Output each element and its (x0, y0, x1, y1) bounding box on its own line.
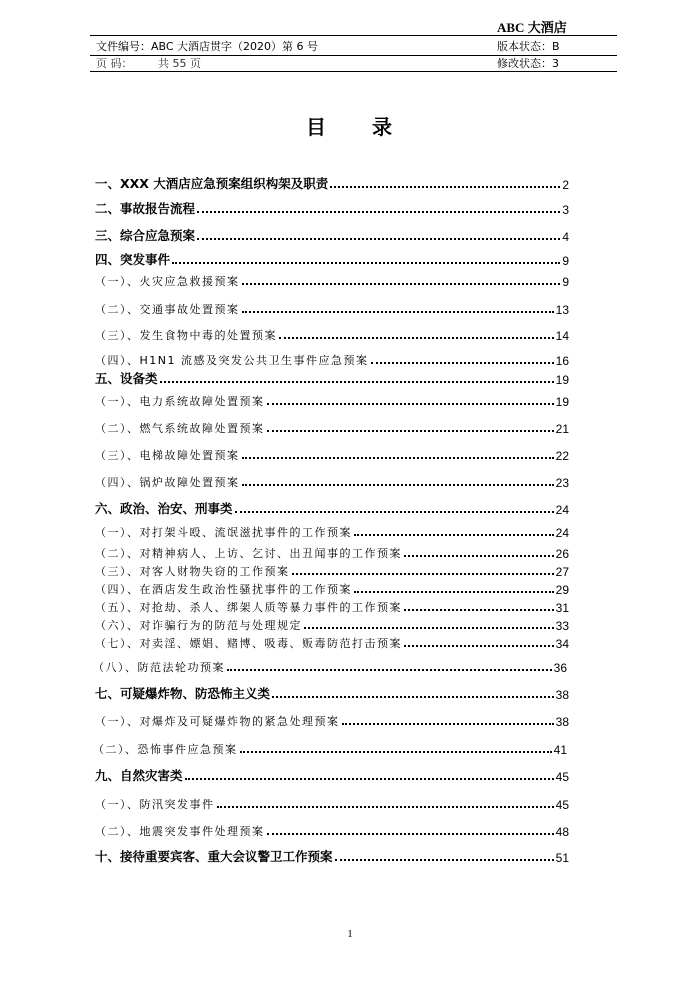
toc-entry-page: 45 (555, 798, 569, 812)
toc-entry-page: 14 (555, 329, 569, 343)
toc-subsection-entry[interactable] (95, 599, 569, 615)
toc-subsection-entry[interactable] (95, 393, 569, 409)
page-count: 共 55 页 (158, 57, 201, 70)
version-status: 版本状态：B (497, 40, 560, 53)
toc-dot-leader (240, 751, 552, 753)
toc-subsection-entry[interactable] (95, 545, 569, 561)
toc-entry-page: 31 (555, 601, 569, 615)
toc-entry-page: 29 (555, 583, 569, 597)
toc-entry-page: 24 (555, 503, 569, 517)
revision-status: 修改状态：3 (497, 57, 559, 70)
toc-entry-title: （二）、地震突发事件处理预案 (95, 825, 265, 838)
toc-entry-page: 33 (555, 619, 569, 633)
toc-entry-title: 十、接待重要宾客、重大会议警卫工作预案 (95, 849, 333, 864)
toc-entry-page: 36 (553, 661, 567, 675)
toc-entry-title: （三）、发生食物中毒的处置预案 (95, 329, 277, 342)
toc-dot-leader (197, 211, 560, 213)
toc-section-entry[interactable] (95, 501, 569, 517)
toc-dot-leader (242, 311, 554, 313)
toc-dot-leader (330, 186, 560, 188)
toc-dot-leader (404, 609, 554, 611)
toc-dot-leader (272, 696, 554, 698)
toc-subsection-entry[interactable] (95, 617, 569, 633)
toc-entry-title: （八）、防范法轮功预案 (93, 661, 225, 674)
toc-entry-title: 六、政治、治安、刑事类 (95, 501, 233, 516)
toc-subsection-entry[interactable] (95, 563, 569, 579)
toc-entry-page: 27 (555, 565, 569, 579)
toc-entry-title: 四、突发事件 (95, 252, 171, 267)
toc-entry-title: （四）、H1N1 流感及突发公共卫生事件应急预案 (95, 354, 369, 367)
toc-entry-page: 3 (562, 203, 569, 217)
toc-entry-title: （一）、对打架斗殴、流氓滋扰事件的工作预案 (95, 526, 352, 539)
toc-subsection-entry[interactable] (93, 659, 567, 675)
toc-subsection-entry[interactable] (95, 447, 569, 463)
toc-entry-page: 34 (555, 637, 569, 651)
toc-section-entry[interactable] (95, 849, 569, 865)
toc-entry-page: 4 (562, 230, 569, 244)
toc-subsection-entry[interactable] (95, 524, 569, 540)
toc-subsection-entry[interactable] (95, 301, 569, 317)
toc-dot-leader (354, 534, 554, 536)
toc-dot-leader (197, 238, 560, 240)
toc-entry-page: 16 (555, 354, 569, 368)
toc-entry-title: （二）、交通事故处置预案 (95, 303, 240, 316)
toc-dot-leader (242, 484, 554, 486)
toc-section-entry[interactable] (95, 176, 569, 192)
toc-entry-title: 三、综合应急预案 (95, 228, 196, 243)
toc-entry-title: （三）、电梯故障处置预案 (95, 449, 240, 462)
toc-subsection-entry[interactable] (95, 273, 569, 289)
toc-dot-leader (242, 457, 554, 459)
toc-dot-leader (371, 362, 554, 364)
toc-entry-page: 38 (555, 688, 569, 702)
toc-entry-title: （六）、对诈骗行为的防范与处理规定 (95, 619, 302, 632)
toc-section-entry[interactable] (95, 686, 569, 702)
toc-dot-leader (217, 806, 554, 808)
toc-section-entry[interactable] (95, 201, 569, 217)
toc-entry-page: 23 (555, 476, 569, 490)
toc-entry-page: 48 (555, 825, 569, 839)
document-number: 文件编号：ABC 大酒店贯字（2020）第 6 号 (96, 40, 319, 53)
toc-entry-title: （一）、防汛突发事件 (95, 798, 215, 811)
toc-dot-leader (242, 283, 561, 285)
toc-entry-title: （四）、在酒店发生政治性骚扰事件的工作预案 (95, 583, 352, 596)
toc-entry-page: 38 (555, 715, 569, 729)
toc-dot-leader (267, 430, 554, 432)
toc-entry-page: 26 (555, 547, 569, 561)
toc-entry-title: （四）、锅炉故障处置预案 (95, 476, 240, 489)
toc-entry-page: 2 (562, 178, 569, 192)
toc-dot-leader (292, 573, 554, 575)
toc-entry-page: 19 (555, 395, 569, 409)
toc-entry-title: （二）、对精神病人、上访、乞讨、出丑闻事的工作预案 (95, 547, 402, 560)
toc-dot-leader (404, 645, 554, 647)
toc-entry-page: 51 (555, 851, 569, 865)
toc-subsection-entry[interactable] (95, 581, 569, 597)
toc-entry-title: 二、事故报告流程 (95, 201, 196, 216)
page-count-label: 页 码： (96, 57, 133, 70)
hotel-brand: ABC 大酒店 (497, 20, 567, 35)
toc-entry-title: （五）、对抢劫、杀人、绑架人质等暴力事件的工作预案 (95, 601, 402, 614)
toc-entry-page: 9 (562, 254, 569, 268)
toc-dot-leader (404, 555, 554, 557)
toc-entry-title: （一）、对爆炸及可疑爆炸物的紧急处理预案 (95, 715, 340, 728)
toc-dot-leader (227, 669, 552, 671)
page-number: 1 (347, 928, 353, 940)
toc-entry-title: （二）、恐怖事件应急预案 (93, 743, 238, 756)
toc-entry-title: 九、自然灾害类 (95, 768, 183, 783)
title-char-right: 录 (371, 115, 394, 139)
toc-subsection-entry[interactable] (93, 741, 567, 757)
toc-dot-leader (304, 627, 554, 629)
toc-entry-page: 24 (555, 526, 569, 540)
toc-entry-page: 41 (553, 743, 567, 757)
title-char-left: 目 (306, 115, 329, 139)
toc-subsection-entry[interactable] (95, 796, 569, 812)
toc-dot-leader (335, 859, 554, 861)
toc-entry-page: 19 (555, 373, 569, 387)
toc-subsection-entry[interactable] (95, 352, 569, 368)
toc-entry-title: 五、设备类 (95, 371, 158, 386)
toc-dot-leader (160, 381, 554, 383)
toc-dot-leader (172, 262, 560, 264)
toc-entry-title: 七、可疑爆炸物、防恐怖主义类 (95, 686, 271, 701)
toc-entry-title: （二）、燃气系统故障处置预案 (95, 422, 265, 435)
toc-entry-title: （三）、对客人财物失窃的工作预案 (95, 565, 290, 578)
toc-section-entry[interactable] (95, 768, 569, 784)
toc-entry-page: 9 (562, 275, 569, 289)
toc-entry-page: 13 (555, 303, 569, 317)
toc-dot-leader (267, 403, 554, 405)
toc-entry-title: （一）、火灾应急救援预案 (95, 275, 240, 288)
toc-entry-title: （一）、电力系统故障处置预案 (95, 395, 265, 408)
toc-subsection-entry[interactable] (95, 474, 569, 490)
toc-section-entry[interactable] (95, 252, 569, 268)
toc-subsection-entry[interactable] (95, 823, 569, 839)
toc-dot-leader (185, 778, 554, 780)
toc-dot-leader (354, 591, 554, 593)
toc-subsection-entry[interactable] (95, 420, 569, 436)
toc-entry-title: （七）、对卖淫、嫖娼、赌博、吸毒、贩毒防范打击预案 (95, 637, 402, 650)
toc-subsection-entry[interactable] (95, 635, 569, 651)
toc-entry-title: 一、XXX 大酒店应急预案组织构架及职责 (95, 176, 329, 191)
toc-subsection-entry[interactable] (95, 713, 569, 729)
toc-entry-page: 45 (555, 770, 569, 784)
toc-dot-leader (279, 337, 554, 339)
toc-section-entry[interactable] (95, 228, 569, 244)
toc-dot-leader (342, 723, 554, 725)
toc-entry-page: 21 (555, 422, 569, 436)
toc-dot-leader (235, 511, 554, 513)
toc-entry-page: 22 (555, 449, 569, 463)
toc-subsection-entry[interactable] (95, 327, 569, 343)
toc-dot-leader (267, 833, 554, 835)
toc-section-entry[interactable] (95, 371, 569, 387)
